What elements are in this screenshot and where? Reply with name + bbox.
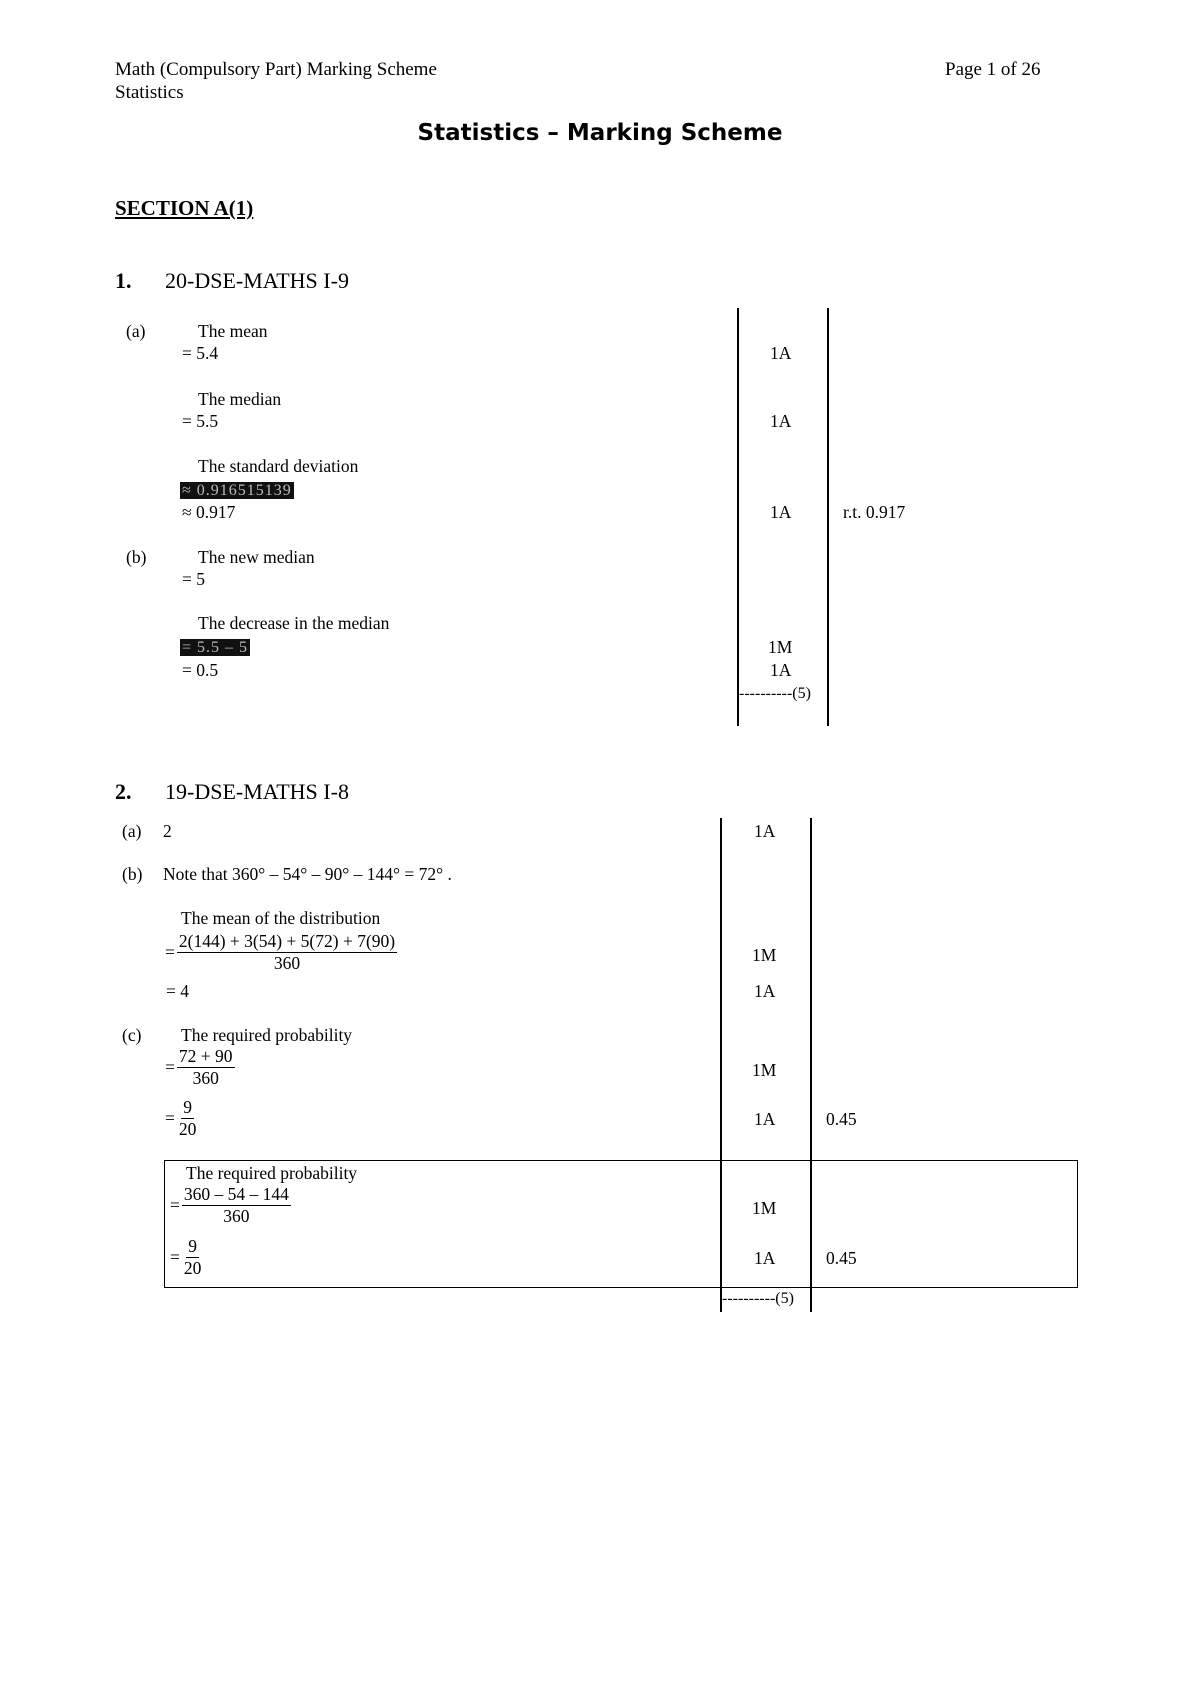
q1-median-label: The median (198, 389, 282, 409)
q1-sd-label: The standard deviation (198, 456, 359, 476)
q2-alt-result-numerator: 9 (188, 1236, 197, 1256)
page-title: Statistics – Marking Scheme (417, 120, 783, 146)
q2-alt-result-fraction (182, 1236, 204, 1279)
q2-mean-fraction (177, 931, 397, 974)
page-number: Page 1 of 26 (945, 59, 1041, 80)
question-1-code: 20-DSE-MATHS I-9 (165, 268, 349, 293)
q1-decrease-masked-working: = 5.5 – 5 (182, 639, 249, 656)
q2-alt-result: = $\frac{9}{20}$ (170, 1236, 202, 1278)
q2-part-a-label: (a) (122, 821, 142, 841)
q1-sd-mark: 1A (770, 502, 792, 522)
q2-prob-answer-mark: 1A (754, 1109, 776, 1129)
q2-prob-denominator: 360 (192, 1068, 219, 1088)
q1-sd-value: ≈ 0.917 (182, 502, 236, 522)
q2-alt-remark: 0.45 (826, 1248, 857, 1268)
q1-newmedian-value: = 5 (182, 569, 205, 589)
q1-sd-remark: r.t. 0.917 (843, 502, 906, 522)
q1-decrease-value: = 0.5 (182, 660, 219, 680)
q2-alt-expression: = $\frac{360 - 54 - 144}{360}$ (170, 1184, 289, 1226)
q2-alt-result-denominator: 20 (183, 1258, 202, 1278)
q1-median-value: = 5.5 (182, 411, 219, 431)
q2-mean-denominator: 360 (273, 953, 301, 973)
q2-prob-result-denominator: 20 (178, 1119, 197, 1139)
q2-part-b-note: Note that 360° – 54° – 90° – 144° = 72° . (163, 864, 452, 884)
q1-mark-column-left-rule (737, 308, 739, 726)
q2-prob-numerator: 72 + 90 (178, 1046, 233, 1066)
q1-decrease-answer-mark: 1A (770, 660, 792, 680)
q1-newmedian-label: The new median (198, 547, 315, 567)
q2-mean-value: = 4 (166, 981, 189, 1001)
q2-prob-fraction (177, 1046, 235, 1089)
q1-mean-mark: 1A (770, 343, 792, 363)
q1-mean-value: = 5.4 (182, 343, 219, 363)
q2-alt-numerator: 360 – 54 – 144 (183, 1184, 289, 1204)
header-doc-title: Math (Compulsory Part) Marking Scheme (115, 59, 437, 80)
q2-alt-fraction (182, 1184, 291, 1227)
q1-median-mark: 1A (770, 411, 792, 431)
q2-mean-answer-mark: 1A (754, 981, 776, 1001)
question-2-number: 2. (115, 779, 132, 804)
q2-mean-method-mark: 1M (752, 945, 777, 965)
q2-part-a-answer: 2 (163, 821, 172, 841)
q2-prob-remark: 0.45 (826, 1109, 857, 1129)
section-heading: SECTION A(1) (115, 196, 254, 220)
q2-prob-result-fraction (177, 1097, 199, 1140)
q2-alt-label: The required probability (186, 1163, 358, 1183)
question-1-heading (115, 268, 349, 294)
question-2-heading (115, 779, 349, 805)
question-1-number: 1. (115, 268, 132, 293)
q2-part-c-label: (c) (122, 1025, 142, 1045)
q2-mean-numerator: 2(144) + 3(54) + 5(72) + 7(90) (178, 931, 396, 951)
q2-part-a-mark: 1A (754, 821, 776, 841)
q2-mean-label: The mean of the distribution (181, 908, 381, 928)
q2-prob-label: The required probability (181, 1025, 353, 1045)
q2-alt-answer-mark: 1A (754, 1248, 776, 1268)
q2-prob-method-mark: 1M (752, 1060, 777, 1080)
q1-part-b-label: (b) (126, 547, 147, 567)
header-left (115, 58, 437, 104)
q1-decrease-method-mark: 1M (768, 637, 793, 657)
q2-alt-method-mark: 1M (752, 1198, 777, 1218)
q1-decrease-label: The decrease in the median (198, 613, 390, 633)
q1-total-marks: ----------(5) (739, 685, 811, 702)
q1-sd-masked-working: ≈ 0.916515139 (182, 482, 292, 499)
q2-alt-denominator: 360 (223, 1206, 250, 1226)
q1-mark-column-right-rule (827, 308, 829, 726)
header-topic: Statistics (115, 82, 184, 103)
q1-mean-label: The mean (198, 321, 268, 341)
q2-prob-result: = $\frac{9}{20}$ (165, 1097, 197, 1139)
q2-mean-expression: = $\frac{2(144) + 3(54) + 5(72) + 7(90)}{360}$ (165, 931, 396, 973)
q2-prob-result-numerator: 9 (183, 1097, 192, 1117)
q2-prob-expression: = $\frac{72 + 90}{360}$ (165, 1046, 233, 1088)
q2-total-marks: ----------(5) (722, 1290, 794, 1307)
q2-part-b-label: (b) (122, 864, 143, 884)
question-2-code: 19-DSE-MATHS I-8 (165, 779, 349, 804)
q1-part-a-label: (a) (126, 321, 146, 341)
